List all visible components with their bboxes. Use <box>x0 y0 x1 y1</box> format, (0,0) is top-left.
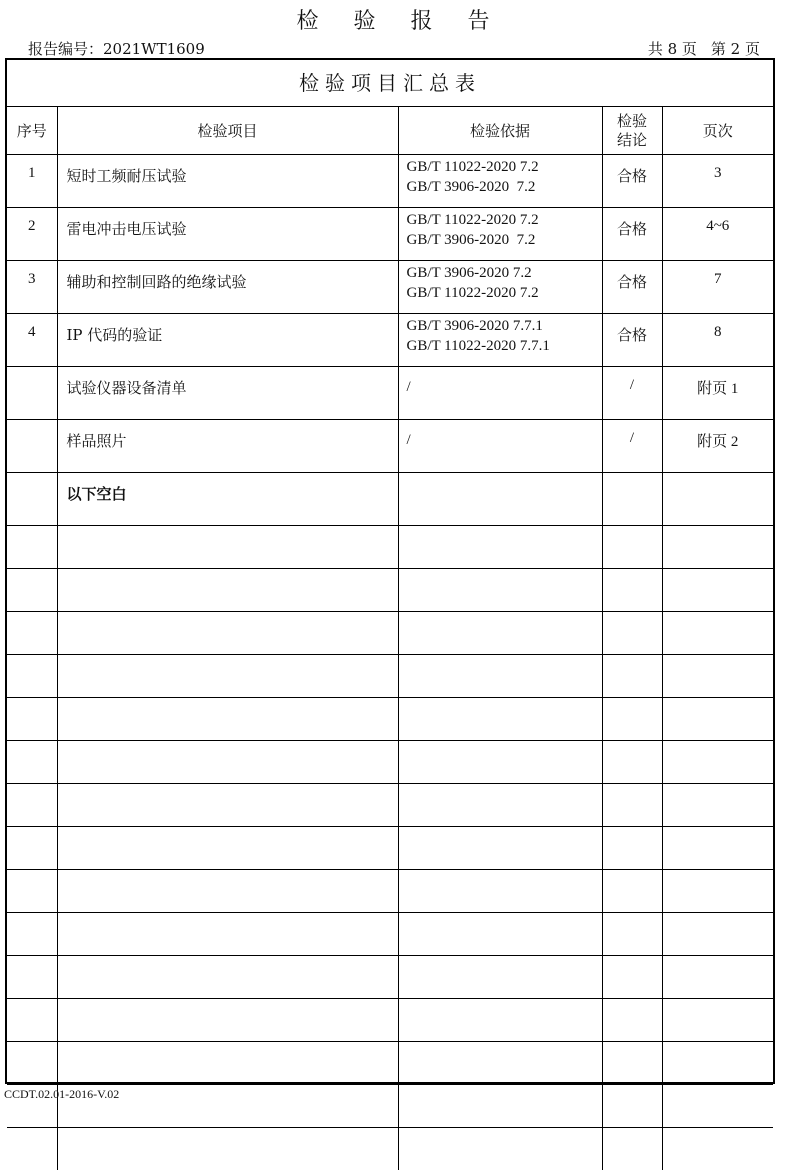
row-page: 8 <box>662 314 773 367</box>
row-item: IP 代码的验证 <box>57 314 398 367</box>
row-basis-line2: GB/T 11022-2020 7.2 <box>407 283 602 303</box>
empty-row <box>7 999 773 1042</box>
empty-cell <box>398 473 602 526</box>
row-basis-line2: GB/T 11022-2020 7.7.1 <box>407 336 602 356</box>
form-code: CCDT.02.01-2016-V.02 <box>4 1087 119 1102</box>
row-item: 样品照片 <box>57 420 398 473</box>
empty-row <box>7 913 773 956</box>
col-header-page: 页次 <box>662 107 773 155</box>
empty-row <box>7 741 773 784</box>
row-page: 4~6 <box>662 208 773 261</box>
row-basis <box>398 208 602 261</box>
empty-row <box>7 784 773 827</box>
row-no: 2 <box>7 208 57 261</box>
row-no <box>7 420 57 473</box>
empty-cell <box>602 473 662 526</box>
total-pages: 共 8 页 <box>648 40 697 58</box>
row-no: 1 <box>7 155 57 208</box>
row-basis-line2: GB/T 3906-2020 7.2 <box>407 177 602 197</box>
table-row <box>7 420 773 473</box>
row-page: 附页 2 <box>662 420 773 473</box>
empty-cell <box>662 473 773 526</box>
col-header-basis: 检验依据 <box>398 107 602 155</box>
row-result: / <box>602 367 662 420</box>
row-basis-line2: GB/T 3906-2020 7.2 <box>407 230 602 250</box>
page-indicator <box>634 38 760 59</box>
row-basis <box>398 155 602 208</box>
row-basis-line1: / <box>407 377 602 397</box>
row-basis <box>398 261 602 314</box>
row-page: 3 <box>662 155 773 208</box>
report-title: 检 验 报 告 <box>0 4 800 35</box>
row-basis-line1: GB/T 3906-2020 7.7.1 <box>407 316 602 336</box>
empty-row <box>7 956 773 999</box>
row-basis-line1: GB/T 3906-2020 7.2 <box>407 263 602 283</box>
col-header-result <box>602 107 662 155</box>
table-row <box>7 208 773 261</box>
row-item: 短时工频耐压试验 <box>57 155 398 208</box>
report-number: 报告编号：2021WT1609 <box>28 38 205 59</box>
row-basis <box>398 314 602 367</box>
table-row <box>7 473 773 526</box>
empty-row <box>7 1042 773 1085</box>
empty-row <box>7 655 773 698</box>
row-result: 合格 <box>602 208 662 261</box>
table-title: 检验项目汇总表 <box>7 60 773 107</box>
row-no: 3 <box>7 261 57 314</box>
summary-table-frame <box>5 58 775 1084</box>
empty-cell <box>7 473 57 526</box>
row-result: 合格 <box>602 155 662 208</box>
row-item: 辅助和控制回路的绝缘试验 <box>57 261 398 314</box>
row-item: 试验仪器设备清单 <box>57 367 398 420</box>
row-page: 附页 1 <box>662 367 773 420</box>
blank-marker: 以下空白 <box>57 473 398 526</box>
empty-row <box>7 827 773 870</box>
row-page: 7 <box>662 261 773 314</box>
table-row <box>7 314 773 367</box>
current-page: 第 2 页 <box>711 40 760 58</box>
empty-row <box>7 569 773 612</box>
row-basis-line1: / <box>407 430 602 450</box>
empty-row <box>7 526 773 569</box>
table-row <box>7 261 773 314</box>
row-basis-line1: GB/T 11022-2020 7.2 <box>407 157 602 177</box>
summary-table <box>7 107 773 1170</box>
empty-row <box>7 1128 773 1170</box>
row-basis <box>398 367 602 420</box>
col-header-result-line1: 检验 <box>603 112 662 131</box>
col-header-item: 检验项目 <box>57 107 398 155</box>
empty-row <box>7 1085 773 1128</box>
empty-row <box>7 612 773 655</box>
empty-row <box>7 698 773 741</box>
table-header-row <box>7 107 773 155</box>
row-no: 4 <box>7 314 57 367</box>
row-basis-line1: GB/T 11022-2020 7.2 <box>407 210 602 230</box>
row-result: 合格 <box>602 314 662 367</box>
table-row <box>7 155 773 208</box>
row-result: 合格 <box>602 261 662 314</box>
row-basis <box>398 420 602 473</box>
row-no <box>7 367 57 420</box>
col-header-no: 序号 <box>7 107 57 155</box>
row-result: / <box>602 420 662 473</box>
empty-row <box>7 870 773 913</box>
col-header-result-line2: 结论 <box>603 131 662 150</box>
table-row <box>7 367 773 420</box>
row-item: 雷电冲击电压试验 <box>57 208 398 261</box>
